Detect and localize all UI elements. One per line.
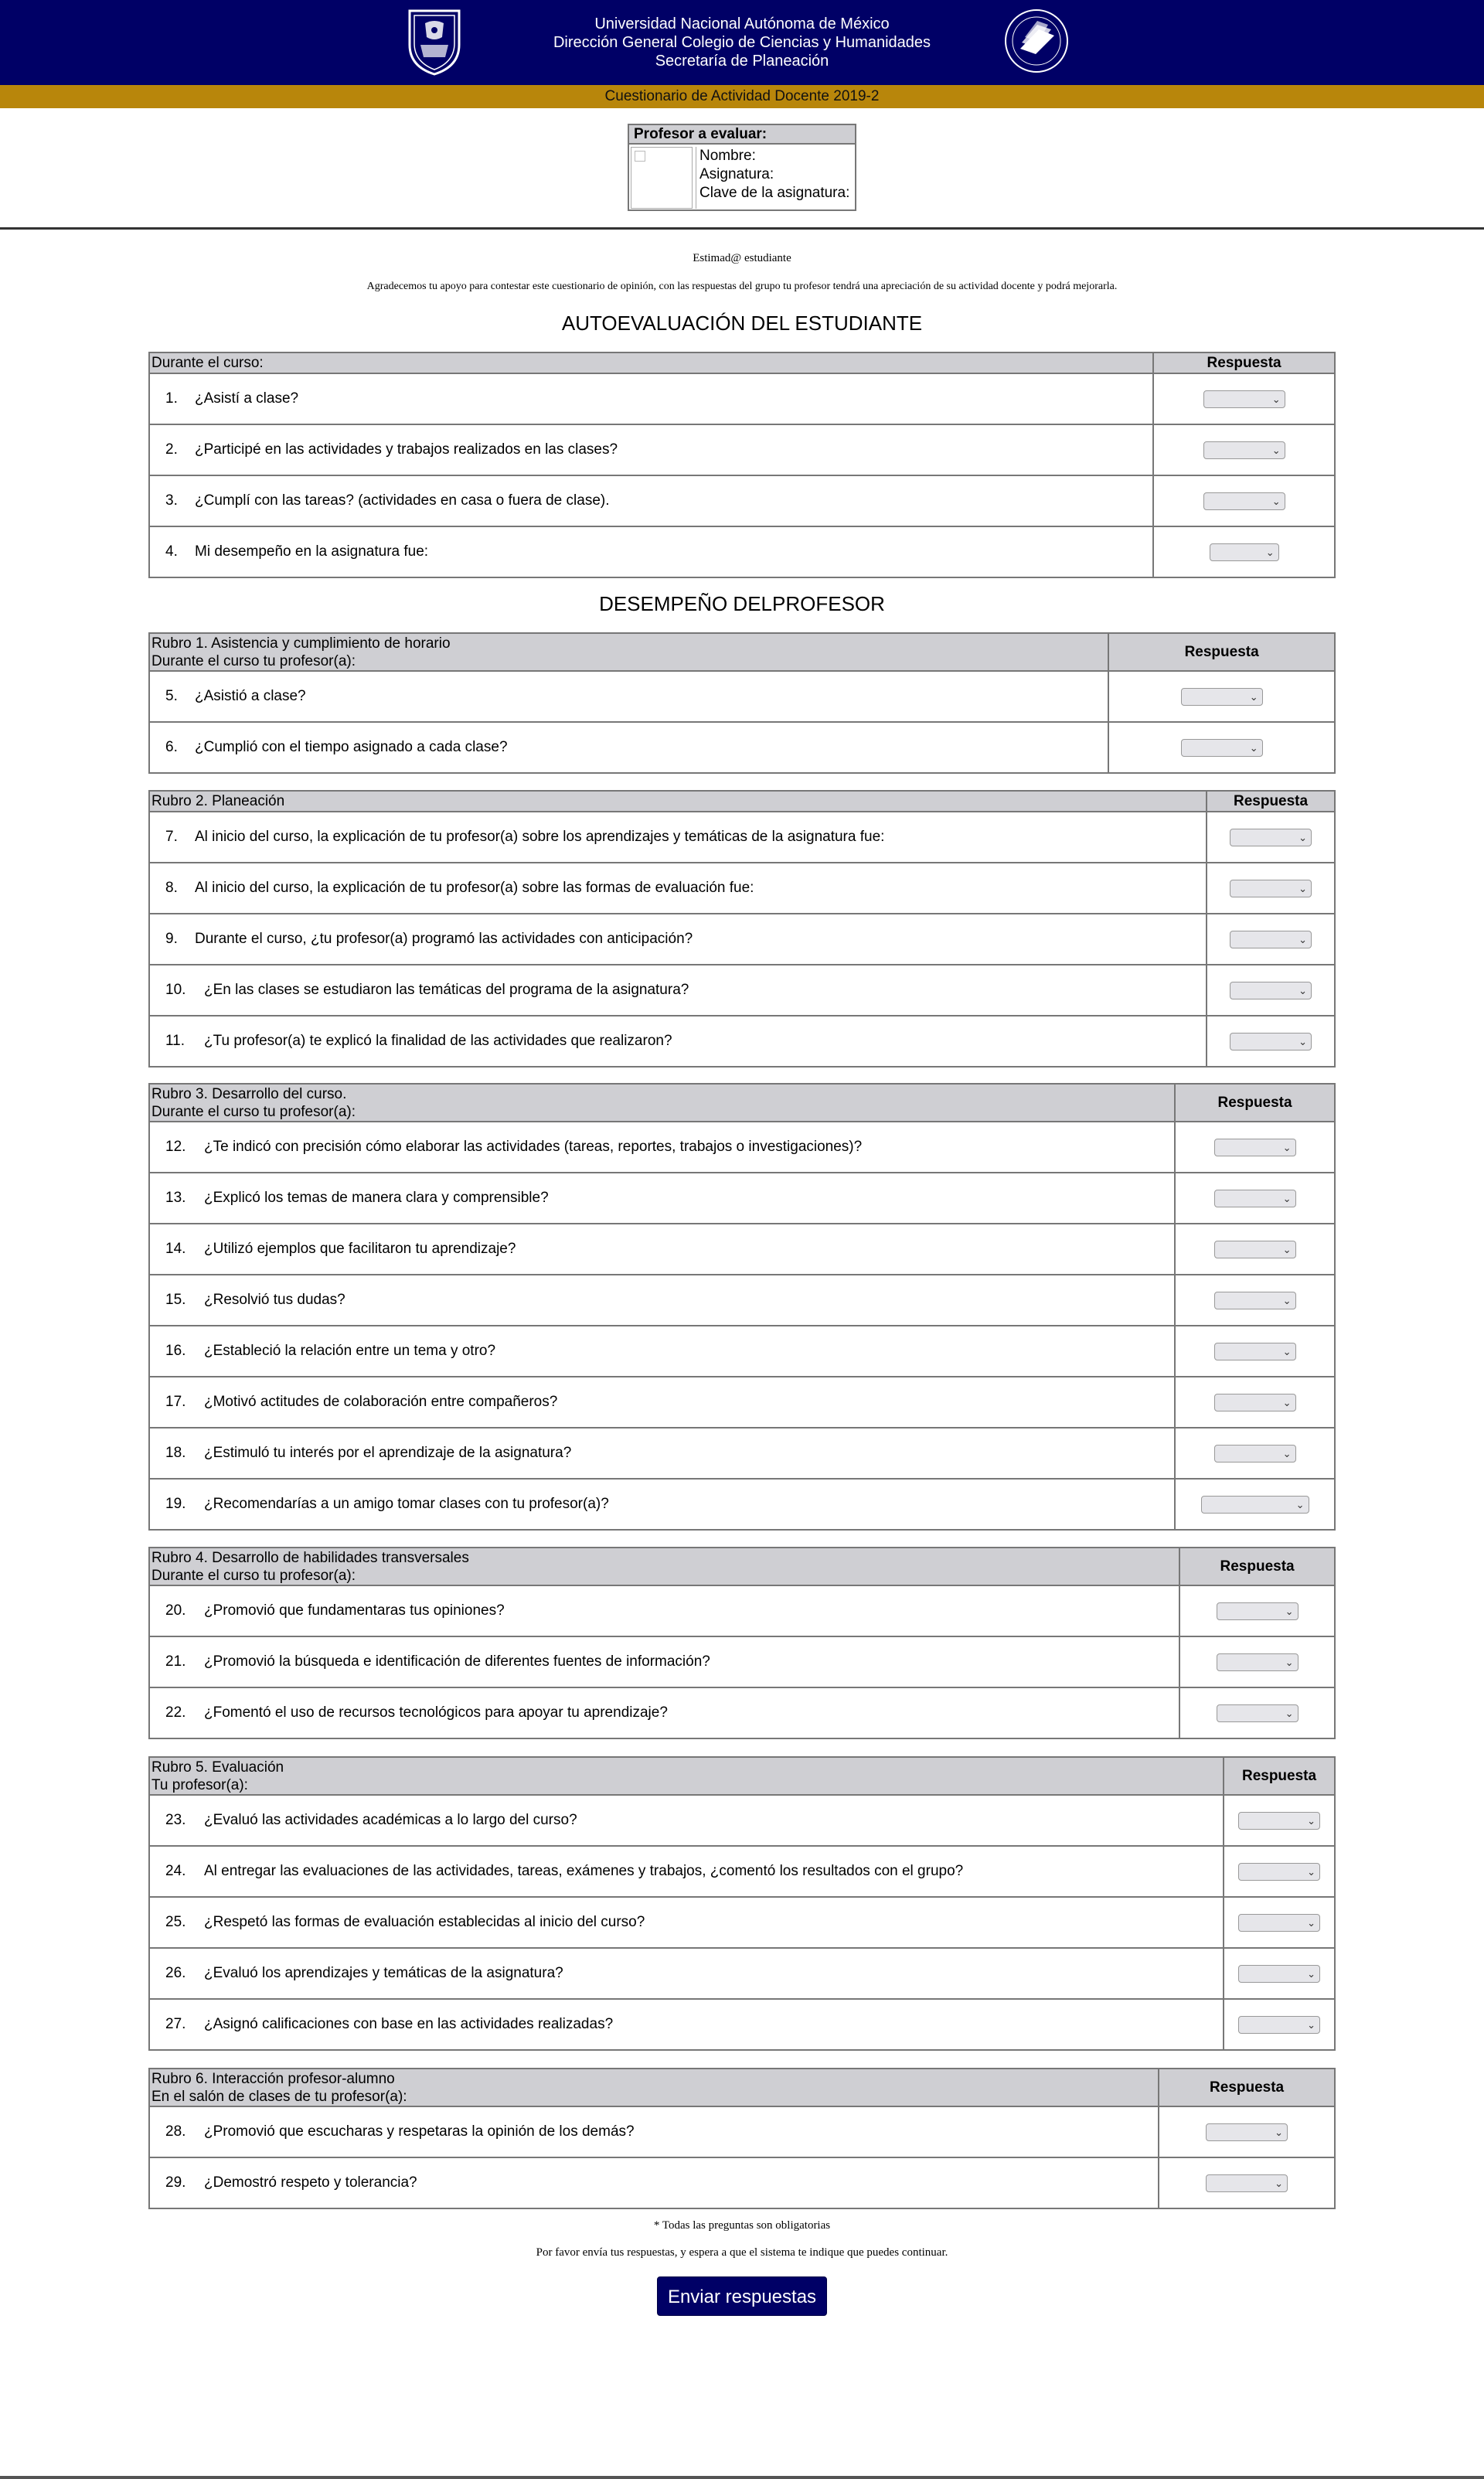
question-number: 6. xyxy=(165,739,178,755)
question-text: ¿Evaluó las actividades académicas a lo largo del curso? xyxy=(204,1812,577,1828)
question-text: ¿Demostró respeto y tolerancia? xyxy=(204,2174,417,2191)
answer-select[interactable] xyxy=(1238,1863,1320,1881)
answer-select[interactable] xyxy=(1238,1812,1320,1830)
rubro-title: Rubro 5. Evaluación xyxy=(151,1759,284,1776)
professor-heading: Profesor a evaluar: xyxy=(629,125,855,145)
question-number: 15. xyxy=(165,1292,186,1308)
professor-info-box xyxy=(628,124,856,211)
question-text: ¿Utilizó ejemplos que facilitaron tu aprendizaje? xyxy=(204,1241,516,1257)
question-number: 14. xyxy=(165,1241,186,1257)
question-number: 22. xyxy=(165,1704,186,1721)
question-number: 20. xyxy=(165,1602,186,1619)
question-row xyxy=(149,812,1207,863)
answer-select[interactable] xyxy=(1217,1602,1298,1620)
question-row xyxy=(149,1687,1179,1738)
chevron-down-icon: ⌄ xyxy=(1249,690,1258,703)
question-text: Durante el curso, ¿tu profesor(a) programó las actividades con anticipación? xyxy=(195,931,693,947)
response-header: Respuesta xyxy=(1175,1084,1335,1122)
question-text: ¿Promovió la búsqueda e identificación de diferentes fuentes de información? xyxy=(204,1653,710,1670)
question-text: ¿Tu profesor(a) te explicó la finalidad de las actividades que realizaron? xyxy=(204,1033,672,1049)
question-number: 27. xyxy=(165,2016,186,2032)
question-row xyxy=(149,1224,1175,1275)
question-row xyxy=(149,1122,1175,1173)
rubro-title: Rubro 1. Asistencia y cumplimiento de horario xyxy=(151,635,451,652)
question-row xyxy=(149,1948,1224,1999)
chevron-down-icon: ⌄ xyxy=(1307,1814,1316,1827)
rubro-4-table xyxy=(148,1547,1336,1739)
chevron-down-icon: ⌄ xyxy=(1307,1916,1316,1929)
question-row xyxy=(149,526,1153,577)
question-text: ¿Cumplió con el tiempo asignado a cada clase? xyxy=(195,739,508,755)
cch-logo-icon xyxy=(1003,6,1070,76)
question-text: ¿Asistí a clase? xyxy=(195,390,299,407)
question-row xyxy=(149,863,1207,914)
broken-image-icon xyxy=(635,151,645,162)
question-number: 8. xyxy=(165,880,178,896)
answer-select[interactable] xyxy=(1214,1394,1296,1411)
question-row xyxy=(149,1326,1175,1377)
unam-crest-icon xyxy=(403,6,465,76)
rubro-title: Rubro 4. Desarrollo de habilidades transversales xyxy=(151,1549,469,1566)
response-header: Respuesta xyxy=(1224,1757,1335,1795)
question-number: 2. xyxy=(165,441,178,458)
question-text: ¿Cumplí con las tareas? (actividades en casa o fuera de clase). xyxy=(195,492,610,509)
header-secretariat: Secretaría de Planeación xyxy=(655,53,829,70)
question-row xyxy=(149,914,1207,965)
answer-select[interactable] xyxy=(1238,2016,1320,2034)
question-text: ¿Motivó actitudes de colaboración entre compañeros? xyxy=(204,1394,558,1410)
chevron-down-icon: ⌄ xyxy=(1298,882,1308,894)
rubro-subtitle: En el salón de clases de tu profesor(a): xyxy=(151,2088,407,2105)
question-number: 29. xyxy=(165,2174,186,2191)
question-text: ¿Promovió que escucharas y respetaras la opinión de los demás? xyxy=(204,2123,635,2140)
question-row xyxy=(149,1275,1175,1326)
chevron-down-icon: ⌄ xyxy=(1271,495,1281,507)
answer-select[interactable] xyxy=(1238,1965,1320,1983)
question-text: ¿Resolvió tus dudas? xyxy=(204,1292,345,1308)
professor-photo xyxy=(631,147,693,209)
answer-select[interactable] xyxy=(1230,1033,1312,1051)
response-header: Respuesta xyxy=(1207,791,1335,812)
answer-select[interactable] xyxy=(1238,1914,1320,1932)
response-header: Respuesta xyxy=(1179,1548,1335,1585)
chevron-down-icon: ⌄ xyxy=(1307,2018,1316,2031)
question-number: 11. xyxy=(165,1033,186,1049)
answer-select[interactable] xyxy=(1230,931,1312,948)
chevron-down-icon: ⌄ xyxy=(1282,1294,1292,1306)
rubro-header xyxy=(149,1757,1224,1795)
question-number: 5. xyxy=(165,688,178,704)
answer-select[interactable] xyxy=(1214,1292,1296,1309)
question-text: ¿Fomentó el uso de recursos tecnológicos para apoyar tu aprendizaje? xyxy=(204,1704,668,1721)
question-text: Mi desempeño en la asignatura fue: xyxy=(195,543,429,560)
response-header: Respuesta xyxy=(1108,633,1335,671)
answer-select[interactable] xyxy=(1206,2174,1288,2192)
question-text: ¿Evaluó los aprendizajes y temáticas de la asignatura? xyxy=(204,1965,563,1981)
answer-select[interactable] xyxy=(1230,829,1312,846)
question-text: ¿Asignó calificaciones con base en las actividades realizadas? xyxy=(204,2016,614,2032)
rubro-3-table xyxy=(148,1083,1336,1531)
question-number: 10. xyxy=(165,982,186,998)
answer-select[interactable] xyxy=(1214,1139,1296,1156)
chevron-down-icon: ⌄ xyxy=(1271,393,1281,405)
answer-select[interactable] xyxy=(1214,1445,1296,1463)
question-number: 17. xyxy=(165,1394,186,1410)
professor-subject-label: Asignatura: xyxy=(699,166,774,182)
question-number: 26. xyxy=(165,1965,186,1981)
chevron-down-icon: ⌄ xyxy=(1275,2177,1284,2189)
response-header: Respuesta xyxy=(1159,2069,1335,2106)
question-number: 13. xyxy=(165,1190,186,1206)
submit-button[interactable]: Enviar respuestas xyxy=(657,2276,827,2316)
question-row xyxy=(149,1897,1224,1948)
question-text: ¿Recomendarías a un amigo tomar clases con tu profesor(a)? xyxy=(204,1496,609,1512)
chevron-down-icon: ⌄ xyxy=(1307,1967,1316,1980)
chevron-down-icon: ⌄ xyxy=(1298,984,1308,996)
question-text: Al inicio del curso, la explicación de tu profesor(a) sobre las formas de evaluación fue: xyxy=(195,880,754,896)
question-row xyxy=(149,1636,1179,1687)
question-text: ¿Respetó las formas de evaluación establecidas al inicio del curso? xyxy=(204,1914,645,1930)
answer-select[interactable] xyxy=(1230,982,1312,999)
question-row xyxy=(149,722,1108,773)
divider xyxy=(0,227,1484,230)
rubro-1-table xyxy=(148,632,1336,774)
question-row xyxy=(149,1846,1224,1897)
question-number: 4. xyxy=(165,543,178,560)
question-row xyxy=(149,1377,1175,1428)
rubro-subtitle: Durante el curso tu profesor(a): xyxy=(151,652,356,669)
rubro-header xyxy=(149,2069,1159,2106)
performance-title: DESEMPEÑO DELPROFESOR xyxy=(599,592,885,615)
required-note: * Todas las preguntas son obligatorias xyxy=(653,2219,831,2232)
answer-select[interactable] xyxy=(1181,688,1263,706)
question-number: 12. xyxy=(165,1139,186,1155)
header-university: Universidad Nacional Autónoma de México xyxy=(594,15,890,32)
chevron-down-icon: ⌄ xyxy=(1285,1605,1294,1617)
question-text: ¿Te indicó con precisión cómo elaborar las actividades (tareas, reportes, trabajos o investigaciones)? xyxy=(204,1139,863,1155)
self-eval-title: AUTOEVALUACIÓN DEL ESTUDIANTE xyxy=(561,312,923,335)
chevron-down-icon: ⌄ xyxy=(1298,933,1308,945)
rubro-header xyxy=(149,1084,1175,1122)
chevron-down-icon: ⌄ xyxy=(1282,1243,1292,1255)
chevron-down-icon: ⌄ xyxy=(1265,546,1275,558)
chevron-down-icon: ⌄ xyxy=(1271,444,1281,456)
question-text: Al inicio del curso, la explicación de tu profesor(a) sobre los aprendizajes y temáticas de la asignatura fue: xyxy=(195,829,885,845)
rubro-6-table xyxy=(148,2068,1336,2209)
question-row xyxy=(149,1585,1179,1636)
submit-instructions: Por favor envía tus respuestas, y espera a que el sistema te indique que puedes continuar. xyxy=(536,2246,948,2259)
question-number: 28. xyxy=(165,2123,186,2140)
chevron-down-icon: ⌄ xyxy=(1298,831,1308,843)
question-number: 16. xyxy=(165,1343,186,1359)
answer-select[interactable] xyxy=(1214,1241,1296,1258)
rubro-2-table xyxy=(148,790,1336,1068)
answer-select[interactable] xyxy=(1230,880,1312,897)
chevron-down-icon: ⌄ xyxy=(1282,1345,1292,1357)
question-row xyxy=(149,1795,1224,1846)
question-text: ¿Estimuló tu interés por el aprendizaje de la asignatura? xyxy=(204,1445,572,1461)
rubro-header xyxy=(149,791,1207,812)
rubro-subtitle: Tu profesor(a): xyxy=(151,1776,248,1793)
question-row xyxy=(149,965,1207,1016)
question-number: 18. xyxy=(165,1445,186,1461)
rubro-header xyxy=(149,1548,1179,1585)
chevron-down-icon: ⌄ xyxy=(1282,1192,1292,1204)
chevron-down-icon: ⌄ xyxy=(1307,1865,1316,1878)
answer-select[interactable] xyxy=(1203,441,1285,459)
intro-text: Agradecemos tu apoyo para contestar este cuestionario de opinión, con las respuestas del grupo tu profesor tendrá una apreciación de su actividad docente y podrá mejorarla. xyxy=(366,281,1118,292)
question-number: 21. xyxy=(165,1653,186,1670)
question-text: ¿En las clases se estudiaron las temáticas del programa de la asignatura? xyxy=(204,982,689,998)
question-number: 23. xyxy=(165,1812,186,1828)
answer-select[interactable] xyxy=(1217,1653,1298,1671)
question-row xyxy=(149,1479,1175,1530)
rubro-header xyxy=(149,633,1108,671)
question-number: 25. xyxy=(165,1914,186,1930)
page-header xyxy=(0,0,1484,85)
question-number: 9. xyxy=(165,931,178,947)
answer-select[interactable] xyxy=(1206,2123,1288,2141)
question-number: 19. xyxy=(165,1496,186,1512)
chevron-down-icon: ⌄ xyxy=(1285,1707,1294,1719)
answer-select[interactable] xyxy=(1214,1343,1296,1360)
question-row xyxy=(149,1428,1175,1479)
question-text: ¿Asistió a clase? xyxy=(195,688,306,704)
self-eval-header: Durante el curso: xyxy=(149,352,1153,373)
answer-select[interactable] xyxy=(1201,1496,1309,1514)
question-row xyxy=(149,671,1108,722)
professor-name-label: Nombre: xyxy=(699,148,756,164)
answer-select[interactable] xyxy=(1210,543,1279,561)
answer-select[interactable] xyxy=(1203,390,1285,408)
chevron-down-icon: ⌄ xyxy=(1249,741,1258,754)
self-eval-table xyxy=(148,352,1336,578)
chevron-down-icon: ⌄ xyxy=(1298,1035,1308,1047)
question-text: ¿Explicó los temas de manera clara y comprensible? xyxy=(204,1190,549,1206)
rubro-5-table xyxy=(148,1756,1336,2051)
answer-select[interactable] xyxy=(1217,1704,1298,1722)
professor-code-label: Clave de la asignatura: xyxy=(699,185,850,201)
chevron-down-icon: ⌄ xyxy=(1282,1141,1292,1153)
chevron-down-icon: ⌄ xyxy=(1282,1447,1292,1459)
question-row xyxy=(149,475,1153,526)
question-row xyxy=(149,1173,1175,1224)
chevron-down-icon: ⌄ xyxy=(1285,1656,1294,1668)
question-number: 1. xyxy=(165,390,178,407)
question-row xyxy=(149,2106,1159,2157)
bottom-divider xyxy=(0,2476,1484,2479)
question-text: ¿Promovió que fundamentaras tus opiniones? xyxy=(204,1602,505,1619)
rubro-title: Rubro 2. Planeación xyxy=(151,793,285,809)
rubro-title: Rubro 3. Desarrollo del curso. xyxy=(151,1085,347,1102)
question-row xyxy=(149,424,1153,475)
question-text: ¿Participé en las actividades y trabajos realizados en las clases? xyxy=(195,441,618,458)
question-row xyxy=(149,2157,1159,2208)
question-number: 24. xyxy=(165,1863,186,1879)
questionnaire-banner: Cuestionario de Actividad Docente 2019-2 xyxy=(0,85,1484,108)
question-row xyxy=(149,1999,1224,2050)
rubro-subtitle: Durante el curso tu profesor(a): xyxy=(151,1567,356,1584)
question-number: 3. xyxy=(165,492,178,509)
chevron-down-icon: ⌄ xyxy=(1275,2126,1284,2138)
header-college: Dirección General Colegio de Ciencias y Humanidades xyxy=(553,34,931,51)
chevron-down-icon: ⌄ xyxy=(1295,1498,1305,1510)
question-number: 7. xyxy=(165,829,178,845)
rubro-subtitle: Durante el curso tu profesor(a): xyxy=(151,1103,356,1120)
answer-select[interactable] xyxy=(1203,492,1285,510)
answer-select[interactable] xyxy=(1181,739,1263,757)
rubro-title: Rubro 6. Interacción profesor-alumno xyxy=(151,2070,395,2087)
question-text: Al entregar las evaluaciones de las actividades, tareas, exámenes y trabajos, ¿comentó los resultados con el grupo? xyxy=(204,1863,964,1879)
question-row xyxy=(149,373,1153,424)
response-header: Respuesta xyxy=(1153,352,1335,373)
intro-greeting: Estimad@ estudiante xyxy=(693,252,791,264)
question-row xyxy=(149,1016,1207,1067)
question-text: ¿Estableció la relación entre un tema y otro? xyxy=(204,1343,496,1359)
answer-select[interactable] xyxy=(1214,1190,1296,1207)
chevron-down-icon: ⌄ xyxy=(1282,1396,1292,1408)
